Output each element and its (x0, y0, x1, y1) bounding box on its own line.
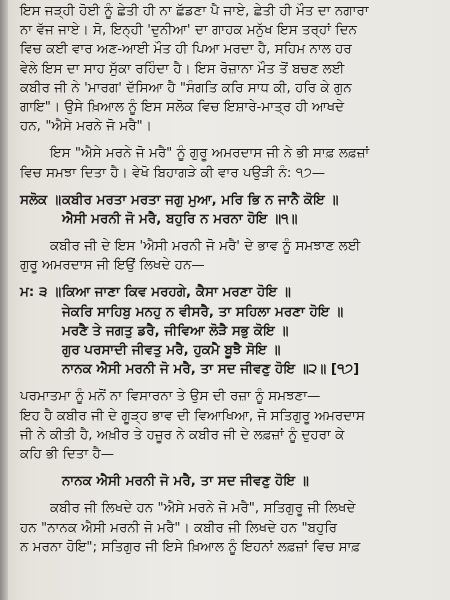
verse-line: ਨਾਨਕ ਐਸੀ ਮਰਨੀ ਜੋ ਮਰੈ, ਤਾ ਸਦ ਜੀਵਣੁ ਹੋਇ ॥੨॥ [੧੭] (62, 362, 360, 378)
text-line: ਗੁਰੂ ਅਮਰਦਾਸ ਜੀ ਇਉਂ ਲਿਖਦੇ ਹਨ— (20, 258, 205, 274)
paragraph-3 (20, 237, 444, 275)
paragraph-4 (20, 387, 444, 464)
text-line: ਕਹਿ ਭੀ ਦਿਤਾ ਹੈ— (20, 446, 115, 462)
text-line: ਨ ਮਰਨਾ ਹੋਇ"; ਸਤਿਗੁਰ ਜੀ ਇਸੇ ਖ਼ਿਆਲ ਨੂੰ ਇਹਨਾਂ ਲਫ਼ਜ਼ਾਂ ਵਿਚ ਸਾਫ਼ (20, 539, 361, 555)
paragraph-5 (20, 499, 444, 557)
verse-text: ਕਬੀਰ ਮਰਤਾ ਮਰਤਾ ਜਗੁ ਮੁਆ, ਮਰਿ ਭਿ ਨ ਜਾਨੈ ਕੋਇ ॥ (62, 192, 339, 208)
paragraph-1 (20, 2, 444, 136)
shalok-verse (20, 191, 444, 229)
text-line: ਨਾ ਵੱਜ ਜਾਏ। ਸੋ, ਇਨ੍ਹੀ 'ਦੁਨੀਆ' ਦਾ ਗਾਹਕ ਮਨੁੱਖ ਇਸ ਤਰ੍ਹਾਂ ਦਿਨ (20, 23, 357, 39)
text-line: ਵੇਲੇ ਇਸ ਦਾ ਸਾਹ ਸੁੱਕਾ ਰਹਿੰਦਾ ਹੈ। ਇਸ ਰੋਜ਼ਾਨਾ ਮੌਤ ਤੋਂ ਬਚਣ ਲਈ (20, 61, 345, 77)
verse-line: ਐਸੀ ਮਰਨੀ ਜੋ ਮਰੈ, ਬਹੁਰਿ ਨ ਮਰਨਾ ਹੋਇ ॥੧॥ (62, 211, 298, 227)
book-gutter (0, 0, 8, 600)
paragraph-2 (20, 144, 444, 182)
verse-line (20, 283, 444, 302)
verse-line: ਗੁਰ ਪਰਸਾਦੀ ਜੀਵਤੁ ਮਰੈ, ਹੁਕਮੈ ਬੂਝੈ ਸੋਇ ॥ (62, 343, 281, 358)
text-line: ਹਨ, "ਐਸੇ ਮਰਨੇ ਜੋ ਮਰੈ"। (20, 119, 152, 135)
verse-text: ਕਿਆ ਜਾਣਾ ਕਿਵ ਮਰਹਗੇ, ਕੈਸਾ ਮਰਣਾ ਹੋਇ ॥ (62, 285, 291, 301)
text-line: ਇਸ ਜੜ੍ਹੀ ਹੋਈ ਨੂੰ ਛੇਤੀ ਹੀ ਨਾ ਛੱਡਣਾ ਪੈ ਜਾਏ, ਛੇਤੀ ਹੀ ਮੌਤ ਦਾ ਨਗਾਰਾ (20, 4, 369, 19)
text-line: ਕਬੀਰ ਜੀ ਲਿਖਦੇ ਹਨ "ਐਸੇ ਮਰਨੇ ਜੋ ਮਰੈ", ਸਤਿਗੁਰੂ ਜੀ ਲਿਖਦੇ (50, 501, 356, 517)
text-line: ਹਨ "ਨਾਨਕ ਐਸੀ ਮਰਨੀ ਜੋ ਮਰੈ"। ਕਬੀਰ ਜੀ ਲਿਖਦੇ ਹਨ "ਬਹੁਰਿ (20, 520, 337, 536)
text-line: ਜੀ ਨੇ ਕੀਤੀ ਹੈ, ਅਖ਼ੀਰ ਤੇ ਹਜ਼ੂਰ ਨੇ ਕਬੀਰ ਜੀ ਦੇ ਲਫ਼ਜ਼ਾਂ ਨੂੰ ਦੁਹਰਾ ਕੇ (20, 427, 345, 443)
text-line: ਵਿਚ ਕਈ ਵਾਰ ਅਣ-ਆਈ ਮੌਤ ਹੀ ਪਿਆ ਮਰਦਾ ਹੈ, ਸਹਿਮ ਨਾਲ ਹਰ (20, 42, 352, 58)
text-line: ਇਹ ਹੈ ਕਬੀਰ ਜੀ ਦੇ ਗੂੜ੍ਹ ਭਾਵ ਦੀ ਵਿਆਖਿਆ, ਜੋ ਸਤਿਗੁਰੂ ਅਮਰਦਾਸ (20, 408, 365, 424)
verse-line: ਜੇਕਰਿ ਸਾਹਿਬੁ ਮਨਹੁ ਨ ਵੀਸਰੈ, ਤਾ ਸਹਿਲਾ ਮਰਣਾ ਹੋਇ ॥ (62, 304, 344, 320)
verse-line (20, 191, 444, 210)
text-line: ਵਿਚ ਸਮਝਾ ਦਿਤਾ ਹੈ। ਵੇਖੋ ਬਿਹਾਗੜੇ ਕੀ ਵਾਰ ਪਉੜੀ ਨੰ: ੧੭— (20, 165, 326, 181)
text-line: ਗਾਇ"। ਉਸੇ ਖ਼ਿਆਲ ਨੂੰ ਇਸ ਸਲੋਕ ਵਿਚ ਇਸ਼ਾਰੇ-ਮਾਤ੍ਰ ਹੀ ਆਖਦੇ (20, 99, 345, 115)
m3-verse (20, 283, 444, 379)
text-line: ਇਸ "ਐਸੇ ਮਰਨੇ ਜੋ ਮਰੈ" ਨੂੰ ਗੁਰੂ ਅਮਰਦਾਸ ਜੀ ਨੇ ਭੀ ਸਾਫ਼ ਲਫ਼ਜ਼ਾਂ (50, 146, 370, 162)
text-line: ਕਬੀਰ ਜੀ ਨੇ 'ਮਾਰਗ' ਦੱਸਿਆ ਹੈ "ਸੰਗਤਿ ਕਰਿ ਸਾਧ ਕੀ, ਹਰਿ ਕੇ ਗੁਨ (20, 80, 352, 96)
page-text (20, 2, 444, 557)
verse-label: ਸਲੋਕ ॥ (20, 192, 62, 208)
quote-line: ਨਾਨਕ ਐਸੀ ਮਰਨੀ ਜੋ ਮਰੈ, ਤਾ ਸਦ ਜੀਵਣੁ ਹੋਇ ॥ (62, 474, 309, 490)
verse-label: ਮ: ੩ ॥ (20, 285, 62, 301)
text-line: ਕਬੀਰ ਜੀ ਦੇ ਇਸ 'ਐਸੀ ਮਰਨੀ ਜੋ ਮਰੈ' ਦੇ ਭਾਵ ਨੂੰ ਸਮਝਾਣ ਲਈ (50, 239, 361, 255)
verse-line: ਮਰਣੈ ਤੇ ਜਗਤੁ ਡਰੈ, ਜੀਵਿਆ ਲੋੜੈ ਸਭੁ ਕੋਇ ॥ (62, 323, 289, 339)
text-line: ਪਰਮਾਤਮਾ ਨੂੰ ਮਨੋਂ ਨਾ ਵਿਸਾਰਨਾ ਤੇ ਉਸ ਦੀ ਰਜ਼ਾ ਨੂੰ ਸਮਝਣਾ— (20, 389, 321, 405)
